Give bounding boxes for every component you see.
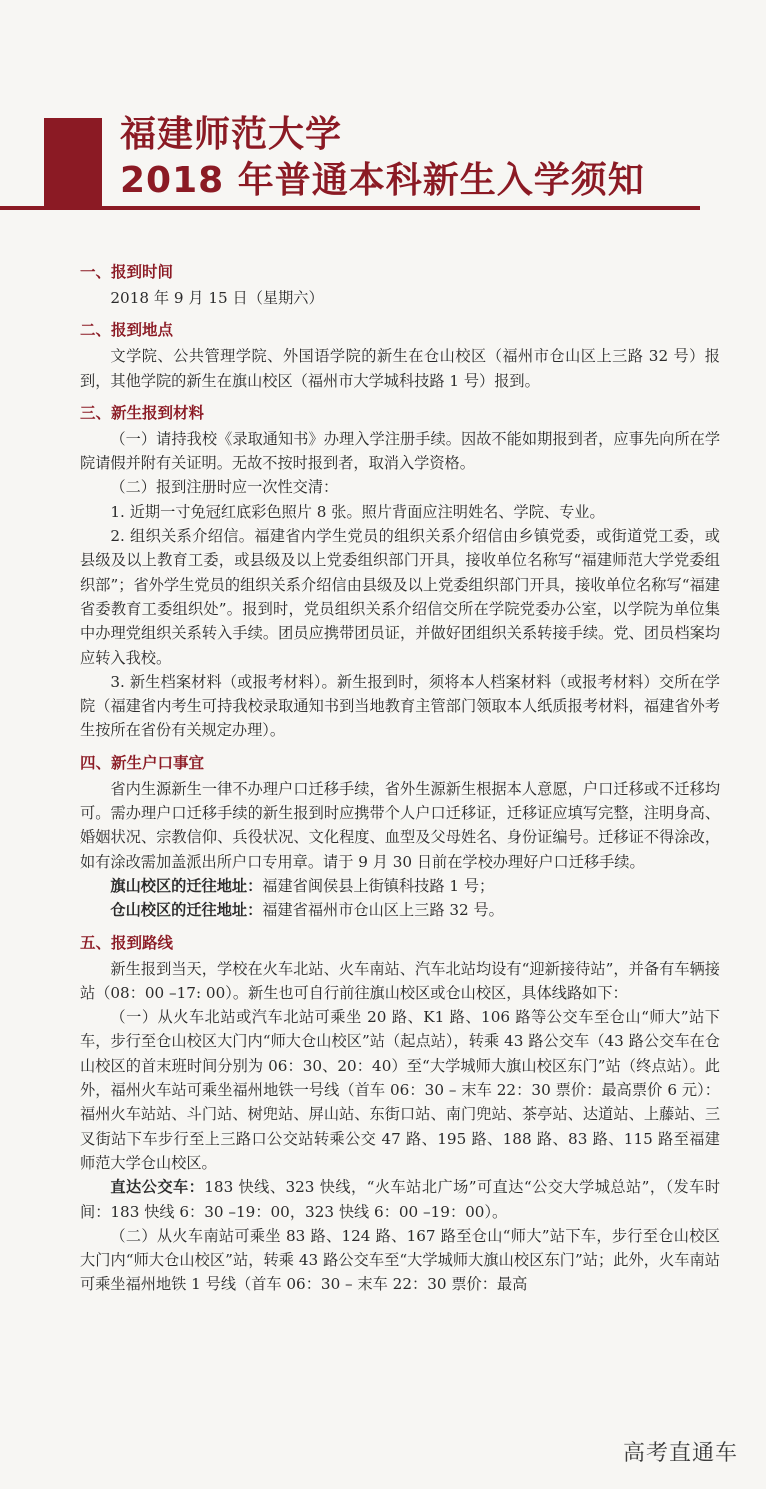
direct-bus-value: 183 快线、323 快线，“火车站北广场”可直达“公交大学城总站”，（发车时间：183 快线 6：30 –19：00，323 快线 6：00 –19：00）。: [80, 1178, 721, 1221]
paragraph: （一）从火车北站或汽车北站可乘坐 20 路、K1 路、106 路等公交车至仓山“师大”站下车，步行至仓山校区大门内“师大仓山校区”站（起点站），转乘 43 路公交车（43 路公交车在仓山校区的首末班时间分别为 06：30、20：40）至“大学城师大旗山校区东门”站（终点站）。此外，福州火车站可乘坐福州地铁一号线（首车 06：30 – 末车 22：30 票价：最高票价 6 元）：福州火车站站、斗门站、树兜站、屏山站、东街口站、南门兜站、茶亭站、达道站、上藤站、三叉街站下车步行至上三路口公交站转乘公交 47 路、195 路、188 路、83 路、115 路至福建师范大学仓山校区。: [80, 1008, 720, 1172]
cangshan-address-value: 福建省福州市仓山区上三路 32 号。: [262, 901, 504, 920]
paragraph: 2. 组织关系介绍信。福建省内学生党员的组织关系介绍信由乡镇党委，或街道党工委，或县级及以上教育工委，或县级及以上党委组织部门开具，接收单位名称写“福建师范大学党委组织部”；省外学生党员的组织关系介绍信由县级及以上党委组织部门开具，接收单位名称写“福建省委教育工委组织处”。报到时，党员组织关系介绍信交所在学院党委办公室，以学院为单位集中办理党组织关系转入手续。团员应携带团员证，并做好团组织关系转接手续。党、团员档案均应转入我校。: [80, 527, 720, 667]
qishan-address-value: 福建省闽侯县上街镇科技路 1 号；: [262, 876, 495, 895]
paragraph: 2018 年 9 月 15 日（星期六）: [110, 289, 324, 307]
section-heading-time: 一、报到时间: [80, 263, 174, 281]
qishan-address-label: 旗山校区的迁往地址：: [110, 876, 263, 895]
cangshan-address-label: 仓山校区的迁往地址：: [110, 901, 263, 920]
paragraph: （二）报到注册时应一次性交清：: [110, 478, 339, 497]
paragraph: （二）从火车南站可乘坐 83 路、124 路、167 路至仓山“师大”站下车，步行至仓山校区大门内“师大仓山校区”站，转乘 43 路公交车至“大学城师大旗山校区东门”站；此外，火车南站可乘坐福州地铁 1 号线（首车 06：30 – 末车 22：30 票价：最高: [80, 1226, 720, 1294]
title-notice: 2018 年普通本科新生入学须知: [120, 160, 645, 201]
title-university: 福建师范大学: [120, 114, 343, 155]
watermark: 高考直通车: [622, 1441, 738, 1466]
section-heading-location: 二、报到地点: [80, 321, 174, 340]
paragraph: （一）请持我校《录取通知书》办理入学注册手续。因故不能如期报到者，应事先向所在学院请假并附有关证明。无故不按时报到者，取消入学资格。: [80, 429, 720, 473]
paragraph: 文学院、公共管理学院、外国语学院的新生在仓山校区（福州市仓山区上三路 32 号）报到，其他学院的新生在旗山校区（福州市大学城科技路 1 号）报到。: [80, 347, 720, 390]
section-heading-household: 四、新生户口事宜: [80, 753, 205, 772]
header-banner: [0, 0, 766, 220]
accent-rule: [0, 206, 700, 210]
direct-bus-label: 直达公交车：: [110, 1178, 205, 1197]
section-heading-materials: 三、新生报到材料: [80, 403, 205, 422]
cangshan-address: [80, 898, 720, 922]
paragraph: 新生报到当天，学校在火车北站、火车南站、汽车北站均设有“迎新接待站”，并备有车辆接站（08：00 –17: 00）。新生也可自行前往旗山校区或仓山校区，具体线路如下：: [80, 959, 720, 1002]
paragraph: 3. 新生档案材料（或报考材料）。新生报到时，须将本人档案材料（或报考材料）交所在学院（福建省内考生可持我校录取通知书到当地教育主管部门领取本人纸质报考材料，福建省外考生按所在省份有关规定办理）。: [80, 672, 720, 740]
section-heading-routes: 五、报到路线: [80, 933, 174, 952]
notice-body: [80, 252, 720, 1297]
paragraph: 省内生源新生一律不办理户口迁移手续，省外生源新生根据本人意愿，户口迁移或不迁移均可。需办理户口迁移手续的新生报到时应携带个人户口迁移证，迁移证应填写完整，注明身高、婚姻状况、宗教信仰、兵役状况、文化程度、血型及父母姓名、身份证编号。迁移证不得涂改，如有涂改需加盖派出所户口专用章。请于 9 月 30 日前在学校办理好户口迁移手续。: [80, 779, 720, 871]
accent-block: [44, 118, 102, 210]
paragraph: 1. 近期一寸免冠红底彩色照片 8 张。照片背面应注明姓名、学院、专业。: [110, 502, 605, 521]
qishan-address: [80, 874, 720, 898]
direct-bus: [80, 1175, 720, 1224]
